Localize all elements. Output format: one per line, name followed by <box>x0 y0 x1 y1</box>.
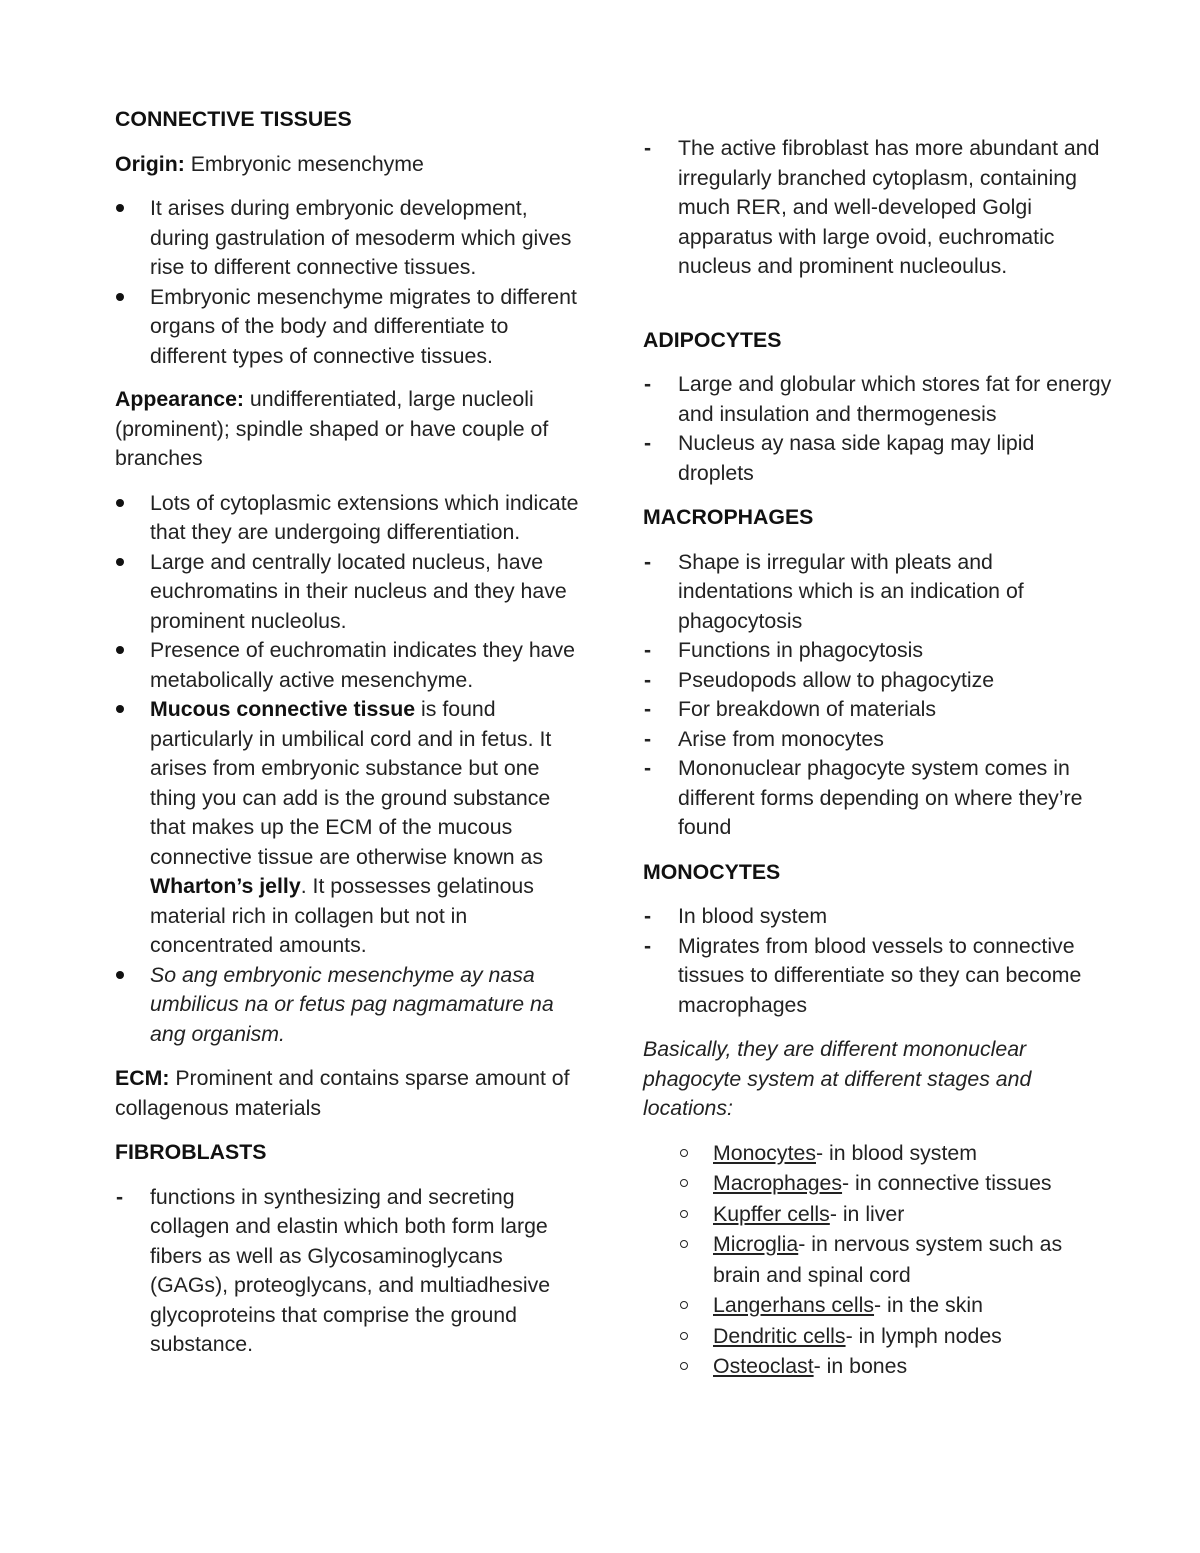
macrophages-list <box>643 548 1113 843</box>
cell-location: - in nervous system such as brain and spinal cord <box>713 1232 1063 1287</box>
appearance-label: Appearance: <box>115 387 245 411</box>
cell-name: Macrophages <box>713 1171 843 1195</box>
list-item: - Functions in phagocytosis <box>643 636 1113 666</box>
whartons-jelly-term: Wharton’s jelly <box>150 874 301 898</box>
section-title-monocytes: MONOCYTES <box>643 859 781 884</box>
list-item: - For breakdown of materials <box>643 695 1113 725</box>
list-item: - Nucleus ay nasa side kapag may lipid droplets <box>643 429 1113 488</box>
list-item: - functions in synthesizing and secreting collagen and elastin which both form large fibers as well as Glycosaminoglycans (GAGs), proteoglycans, and multiadhesive glycoproteins that comprise the ground substance. <box>115 1183 585 1360</box>
origin-paragraph <box>115 150 585 180</box>
cell-location: - in the skin <box>874 1293 983 1317</box>
origin-bullet-list <box>115 194 585 371</box>
cell-name: Microglia <box>713 1232 799 1256</box>
list-item-italic-note: So ang embryonic mesenchyme ay nasa umbilicus na or fetus pag nagmamature na ang organism. <box>115 961 585 1050</box>
mucous-text: is found particularly in umbilical cord and in fetus. It arises from embryonic substance but one thing you can add is the ground substance that makes up the ECM of the mucous connective tissue are otherwise known as <box>150 697 552 869</box>
list-item: Lots of cytoplasmic extensions which indicate that they are undergoing differentiation. <box>115 489 585 548</box>
list-item: - Pseudopods allow to phagocytize <box>643 666 1113 696</box>
section-title-macrophages: MACROPHAGES <box>643 505 814 529</box>
section-title-connective-tissues: CONNECTIVE TISSUES <box>115 107 352 131</box>
list-item: Embryonic mesenchyme migrates to different organs of the body and differentiate to different types of connective tissues. <box>115 283 585 372</box>
cell-name: Dendritic cells <box>713 1323 846 1348</box>
cell-location: - in connective tissues <box>842 1171 1052 1195</box>
mucous-text-end: . It possesses gelatinous material rich in collagen but not in concentrated amounts. <box>150 874 534 957</box>
cell-name: Langerhans cells <box>713 1293 875 1317</box>
phagocyte-system-list <box>678 1138 1113 1382</box>
list-item: - Migrates from blood vessels to connective tissues to differentiate so they can become macrophages <box>643 932 1113 1021</box>
cell-location: - in liver <box>829 1201 905 1226</box>
ecm-label: ECM: <box>115 1066 170 1090</box>
list-item <box>678 1168 1113 1199</box>
list-item: - Shape is irregular with pleats and indentations which is an indication of phagocytosis <box>643 548 1113 637</box>
list-item <box>678 1229 1113 1290</box>
list-item: It arises during embryonic development, during gastrulation of mesoderm which gives rise to different connective tissues. <box>115 194 585 283</box>
cell-name: Kupffer cells <box>713 1201 830 1226</box>
list-item <box>678 1351 1113 1382</box>
ecm-paragraph <box>115 1064 585 1123</box>
list-item: - The active fibroblast has more abundant and irregularly branched cytoplasm, containing much RER, and well-developed Golgi apparatus with large ovoid, euchromatic nucleus and prominent nucleoulus. <box>643 134 1113 282</box>
list-item: - In blood system <box>643 902 1113 932</box>
list-item <box>678 1321 1113 1352</box>
appearance-bullet-list <box>115 489 585 1050</box>
mucous-term: Mucous connective tissue <box>150 697 416 721</box>
section-title-fibroblasts: FIBROBLASTS <box>115 1140 267 1164</box>
left-column <box>115 105 585 1360</box>
adipocytes-list <box>643 370 1113 488</box>
appearance-text: undifferentiated, large nucleoli (prominent); spindle shaped or have couple of branches <box>115 387 549 470</box>
list-item: - Arise from monocytes <box>643 725 1113 755</box>
fibroblasts-continued-list <box>643 134 1113 282</box>
monocytes-list <box>643 902 1113 1020</box>
basically-paragraph: Basically, they are different mononuclear phagocyte system at different stages and locations: <box>643 1037 1032 1120</box>
cell-name: Osteoclast <box>713 1354 814 1378</box>
list-item-mucous-connective-tissue <box>115 695 585 961</box>
cell-location: - in lymph nodes <box>845 1323 1002 1348</box>
list-item: - Large and globular which stores fat for energy and insulation and thermogenesis <box>643 370 1113 429</box>
fibroblasts-list <box>115 1183 585 1360</box>
list-item: Presence of euchromatin indicates they have metabolically active mesenchyme. <box>115 636 585 695</box>
origin-text: Embryonic mesenchyme <box>184 151 424 176</box>
appearance-paragraph <box>115 385 585 474</box>
cell-location: - in bones <box>813 1354 908 1378</box>
cell-location: - in blood system <box>815 1140 977 1165</box>
origin-label: Origin: <box>115 151 185 176</box>
list-item: - Mononuclear phagocyte system comes in different forms depending on where they’re found <box>643 754 1113 843</box>
list-item <box>678 1199 1113 1230</box>
cell-name: Monocytes <box>713 1140 816 1165</box>
right-column <box>643 134 1113 1382</box>
list-item <box>678 1138 1113 1169</box>
ecm-text: Prominent and contains sparse amount of collagenous materials <box>115 1066 570 1120</box>
list-item <box>678 1290 1113 1321</box>
list-item: Large and centrally located nucleus, have euchromatins in their nucleus and they have prominent nucleolus. <box>115 548 585 637</box>
section-title-adipocytes: ADIPOCYTES <box>643 327 782 352</box>
